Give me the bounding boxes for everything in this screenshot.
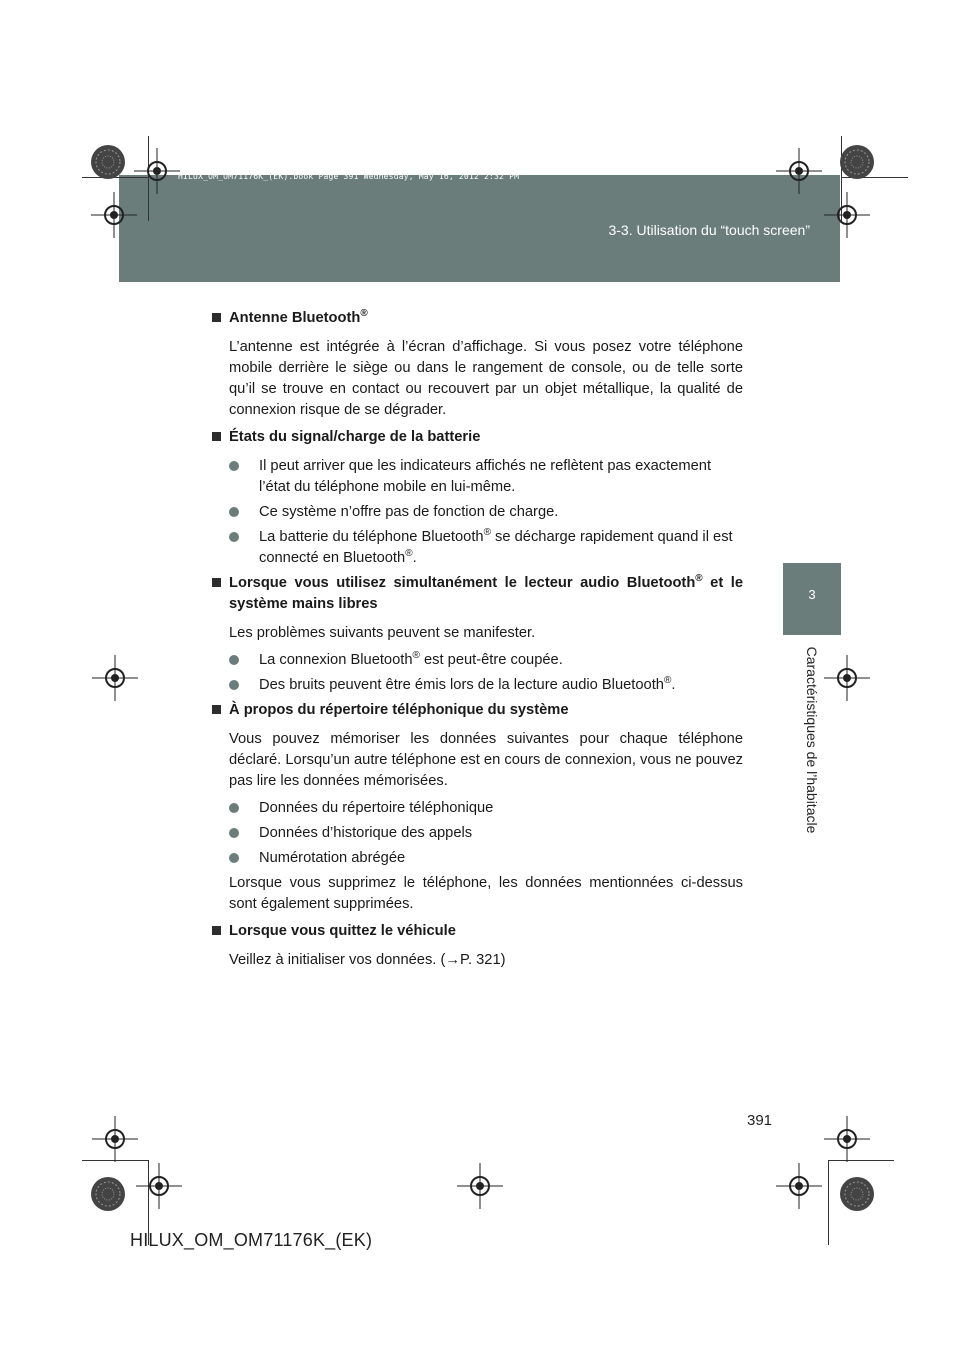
registration-mark-icon [91, 192, 137, 238]
paragraph: Vous pouvez mémoriser les données suivantes pour chaque téléphone déclaré. Lorsqu’un autre téléphone est en cours de connexion, vous ne pouvez pas lire les données mémorisées. [229, 731, 743, 789]
chapter-tab [783, 563, 841, 635]
starburst-target-icon [839, 144, 875, 180]
starburst-target-icon [839, 1176, 875, 1212]
page-number: 391 [747, 1112, 773, 1129]
list-item: Données d’historique des appels [229, 823, 743, 844]
list-item: La batterie du téléphone Bluetooth® se décharge rapidement quand il est connecté en Bluetooth®. [229, 527, 743, 569]
book-stamp: HILUX_OM_OM71176K_(EK).book Page 391 Wednesday, May 16, 2012 2:32 PM [178, 172, 520, 181]
arrow-right-icon: → [445, 952, 461, 968]
registration-mark-icon [776, 1163, 822, 1209]
heading-signal-battery: États du signal/charge de la batterie [212, 427, 743, 448]
registration-mark-icon [92, 655, 138, 701]
paragraph: L’antenne est intégrée à l’écran d’affichage. Si vous posez votre téléphone mobile derrière le siège ou dans le rangement de console, ou de telle sorte qu’il se trouve en contact ou recouvert par un objet métallique, la qualité de connexion risque de se dégrader. [229, 339, 743, 418]
registration-mark-icon [457, 1163, 503, 1209]
chapter-caption: Caractéristiques de l’habitacle [804, 646, 820, 834]
page-reference-link[interactable]: P. 321) [460, 952, 506, 968]
paragraph: Lorsque vous supprimez le téléphone, les données mentionnées ci-dessus sont également supprimées. [229, 875, 743, 912]
paragraph: Veillez à initialiser vos données. (→P. 321) [229, 952, 506, 968]
list-item: La connexion Bluetooth® est peut-être coupée. [229, 650, 743, 671]
section-label: 3-3. Utilisation du “touch screen” [608, 222, 810, 238]
registration-mark-icon [134, 148, 180, 194]
section-antenna [212, 308, 743, 421]
registration-mark-icon [824, 192, 870, 238]
registration-mark-icon [92, 1116, 138, 1162]
heading-phonebook: À propos du répertoire téléphonique du système [212, 700, 743, 721]
list-item: Des bruits peuvent être émis lors de la lecture audio Bluetooth®. [229, 675, 743, 696]
starburst-target-icon [90, 144, 126, 180]
starburst-target-icon [90, 1176, 126, 1212]
list-item: Numérotation abrégée [229, 848, 743, 869]
heading-simultaneous-use: Lorsque vous utilisez simultanément le lecteur audio Bluetooth® et le système mains libres [212, 573, 743, 615]
page-content [212, 308, 743, 977]
document-code: HILUX_OM_OM71176K_(EK) [130, 1230, 373, 1250]
heading-leaving-vehicle: Lorsque vous quittez le véhicule [212, 921, 743, 942]
list-item: Il peut arriver que les indicateurs affichés ne reflètent pas exactement l’état du téléphone mobile en lui-même. [229, 456, 743, 498]
registration-mark-icon [776, 148, 822, 194]
section-simultaneous-use [212, 573, 743, 696]
registration-mark-icon [824, 655, 870, 701]
section-signal-battery [212, 427, 743, 569]
registration-mark-icon [136, 1163, 182, 1209]
registration-mark-icon [824, 1116, 870, 1162]
heading-antenna: Antenne Bluetooth® [212, 308, 743, 329]
section-phonebook [212, 700, 743, 915]
chapter-number: 3 [808, 587, 816, 602]
section-leaving-vehicle [212, 921, 743, 971]
list-item: Données du répertoire téléphonique [229, 798, 743, 819]
list-item: Ce système n’offre pas de fonction de charge. [229, 502, 743, 523]
paragraph: Les problèmes suivants peuvent se manifester. [229, 625, 536, 641]
